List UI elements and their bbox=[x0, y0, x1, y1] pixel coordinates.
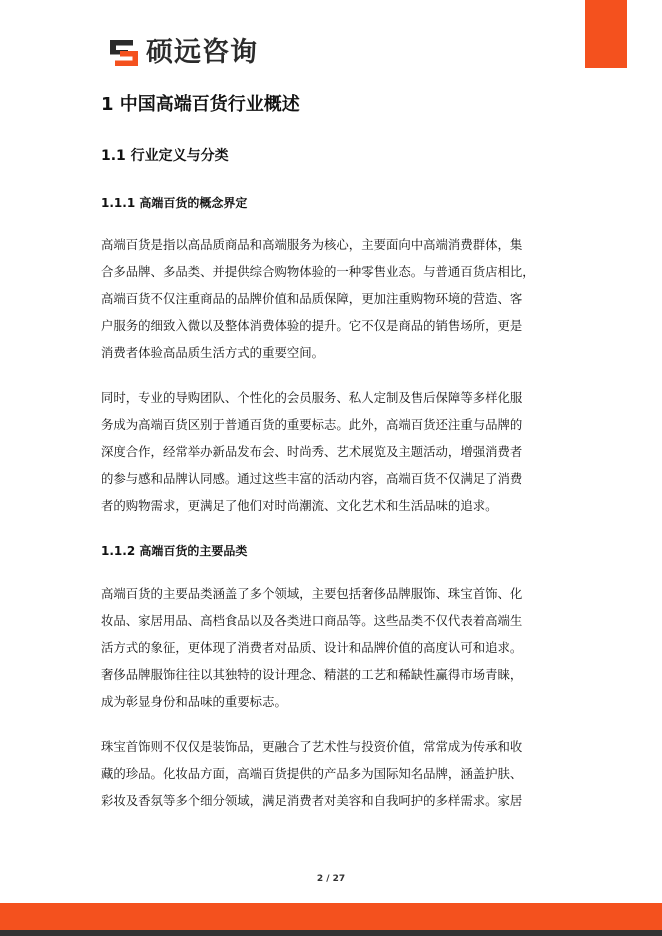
subsection-title-categories: 1.1.2 高端百货的主要品类 bbox=[101, 544, 248, 558]
chapter-title: 1 中国高端百货行业概述 bbox=[101, 94, 300, 115]
paragraph-line: 务成为高端百货区别于普通百货的重要标志。此外，高端百货还注重与品牌的 bbox=[101, 417, 523, 432]
brand-name: 硕远咨询 bbox=[146, 37, 258, 68]
paragraph-line: 者的购物需求，更满足了他们对时尚潮流、文化艺术和生活品味的追求。 bbox=[101, 498, 498, 513]
corner-accent-tab bbox=[585, 0, 627, 68]
paragraph-line: 奢侈品牌服饰往往以其独特的设计理念、精湛的工艺和稀缺性赢得市场青睐， bbox=[101, 667, 523, 682]
brand-logo bbox=[108, 36, 258, 70]
paragraph-line: 成为彰显身份和品味的重要标志。 bbox=[101, 694, 287, 709]
paragraph-concept-2 bbox=[101, 384, 571, 519]
page-number: 2 / 27 bbox=[316, 874, 346, 884]
paragraph-line: 深度合作，经常举办新品发布会、时尚秀、艺术展览及主题活动，增强消费者 bbox=[101, 444, 523, 459]
subsection-title-concept: 1.1.1 高端百货的概念界定 bbox=[101, 196, 248, 210]
paragraph-line: 的参与感和品牌认同感。通过这些丰富的活动内容，高端百货不仅满足了消费 bbox=[101, 471, 523, 486]
paragraph-categories-2 bbox=[101, 733, 571, 814]
paragraph-concept-1 bbox=[101, 231, 571, 366]
paragraph-line: 彩妆及香氛等多个细分领域，满足消费者对美容和自我呵护的多样需求。家居 bbox=[101, 793, 523, 808]
paragraph-line: 妆品、家居用品、高档食品以及各类进口商品等。这些品类不仅代表着高端生 bbox=[101, 613, 523, 628]
brand-logo-icon bbox=[108, 37, 140, 69]
paragraph-line: 消费者体验高品质生活方式的重要空间。 bbox=[101, 345, 325, 360]
paragraph-categories-1 bbox=[101, 580, 571, 715]
paragraph-line: 高端百货是指以高品质商品和高端服务为核心，主要面向中高端消费群体，集 bbox=[101, 237, 523, 252]
paragraph-line: 高端百货的主要品类涵盖了多个领域，主要包括奢侈品牌服饰、珠宝首饰、化 bbox=[101, 586, 523, 601]
footer-accent-bar bbox=[0, 903, 662, 930]
paragraph-line: 活方式的象征，更体现了消费者对品质、设计和品牌价值的高度认可和追求。 bbox=[101, 640, 523, 655]
paragraph-line: 同时，专业的导购团队、个性化的会员服务、私人定制及售后保障等多样化服 bbox=[101, 390, 523, 405]
paragraph-line: 珠宝首饰则不仅仅是装饰品，更融合了艺术性与投资价值，常常成为传承和收 bbox=[101, 739, 523, 754]
paragraph-line: 藏的珍品。化妆品方面，高端百货提供的产品多为国际知名品牌，涵盖护肤、 bbox=[101, 766, 523, 781]
footer-dark-strip bbox=[0, 930, 662, 936]
paragraph-line: 合多品牌、多品类、并提供综合购物体验的一种零售业态。与普通百货店相比， bbox=[101, 264, 535, 279]
paragraph-line: 高端百货不仅注重商品的品牌价值和品质保障，更加注重购物环境的营造、客 bbox=[101, 291, 523, 306]
paragraph-line: 户服务的细致入微以及整体消费体验的提升。它不仅是商品的销售场所，更是 bbox=[101, 318, 523, 333]
section-title: 1.1 行业定义与分类 bbox=[101, 148, 229, 164]
